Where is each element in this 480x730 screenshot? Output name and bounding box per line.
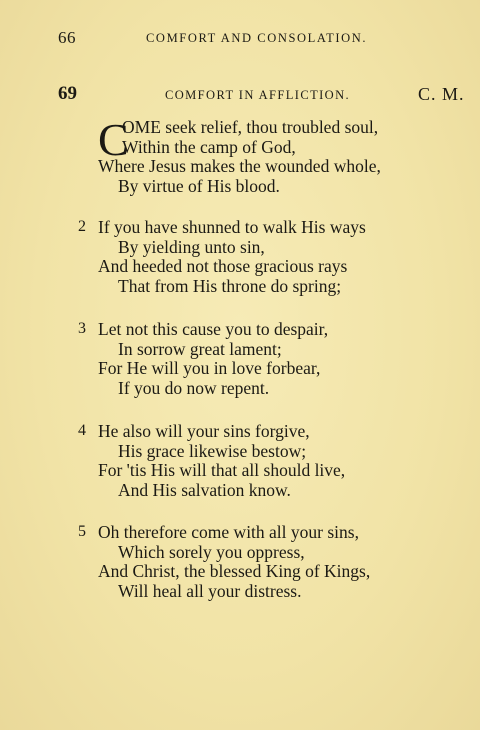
verse-line: That from His throne do spring; xyxy=(118,275,342,296)
verse-line: He also will your sins forgive, xyxy=(98,421,310,441)
verse-line: If you do now repent. xyxy=(118,377,270,398)
hymn-title: COMFORT IN AFFLICTION. xyxy=(165,88,351,102)
verse-5 xyxy=(78,523,438,601)
verse-line: And heeded not those gracious rays xyxy=(98,256,348,276)
hymn-number: 69 xyxy=(58,83,77,104)
verse-number: 3 xyxy=(78,320,86,337)
hymn-header xyxy=(58,83,468,107)
hymn-meter: C. M. xyxy=(418,84,465,104)
verse-line: For He will you in love forbear, xyxy=(98,358,321,378)
verse-line: If you have shunned to walk His ways xyxy=(98,217,366,237)
verse-line: His grace likewise bestow; xyxy=(118,440,307,461)
verse-line: And Christ, the blessed King of Kings, xyxy=(98,561,371,581)
page-number: 66 xyxy=(58,28,76,47)
verse-3 xyxy=(78,320,438,398)
verse-4 xyxy=(78,422,438,500)
running-title: COMFORT AND CONSOLATION. xyxy=(146,31,368,45)
verse-line: By yielding unto sin, xyxy=(118,236,265,257)
verse-number: 2 xyxy=(78,218,86,235)
verse-line: Oh therefore come with all your sins, xyxy=(98,522,359,542)
verse-1 xyxy=(78,114,438,196)
running-head xyxy=(58,28,398,48)
verse-line: For 'tis His will that all should live, xyxy=(98,460,346,480)
verse-line: Will heal all your distress. xyxy=(118,580,302,601)
verse-number: 5 xyxy=(78,523,86,540)
verse-line: OME seek relief, thou troubled soul, xyxy=(122,117,379,137)
verse-line: By virtue of His blood. xyxy=(118,175,280,196)
drop-cap: C xyxy=(98,114,129,165)
verse-line: Where Jesus makes the wounded whole, xyxy=(98,156,381,176)
verse-number: 4 xyxy=(78,422,86,439)
verse-2 xyxy=(78,218,438,296)
verse-line: Which sorely you oppress, xyxy=(118,541,305,562)
verse-line: In sorrow great lament; xyxy=(118,338,282,359)
verse-line: Let not this cause you to despair, xyxy=(98,319,329,339)
verse-line: Within the camp of God, xyxy=(122,136,296,157)
verse-line: And His salvation know. xyxy=(118,479,291,500)
